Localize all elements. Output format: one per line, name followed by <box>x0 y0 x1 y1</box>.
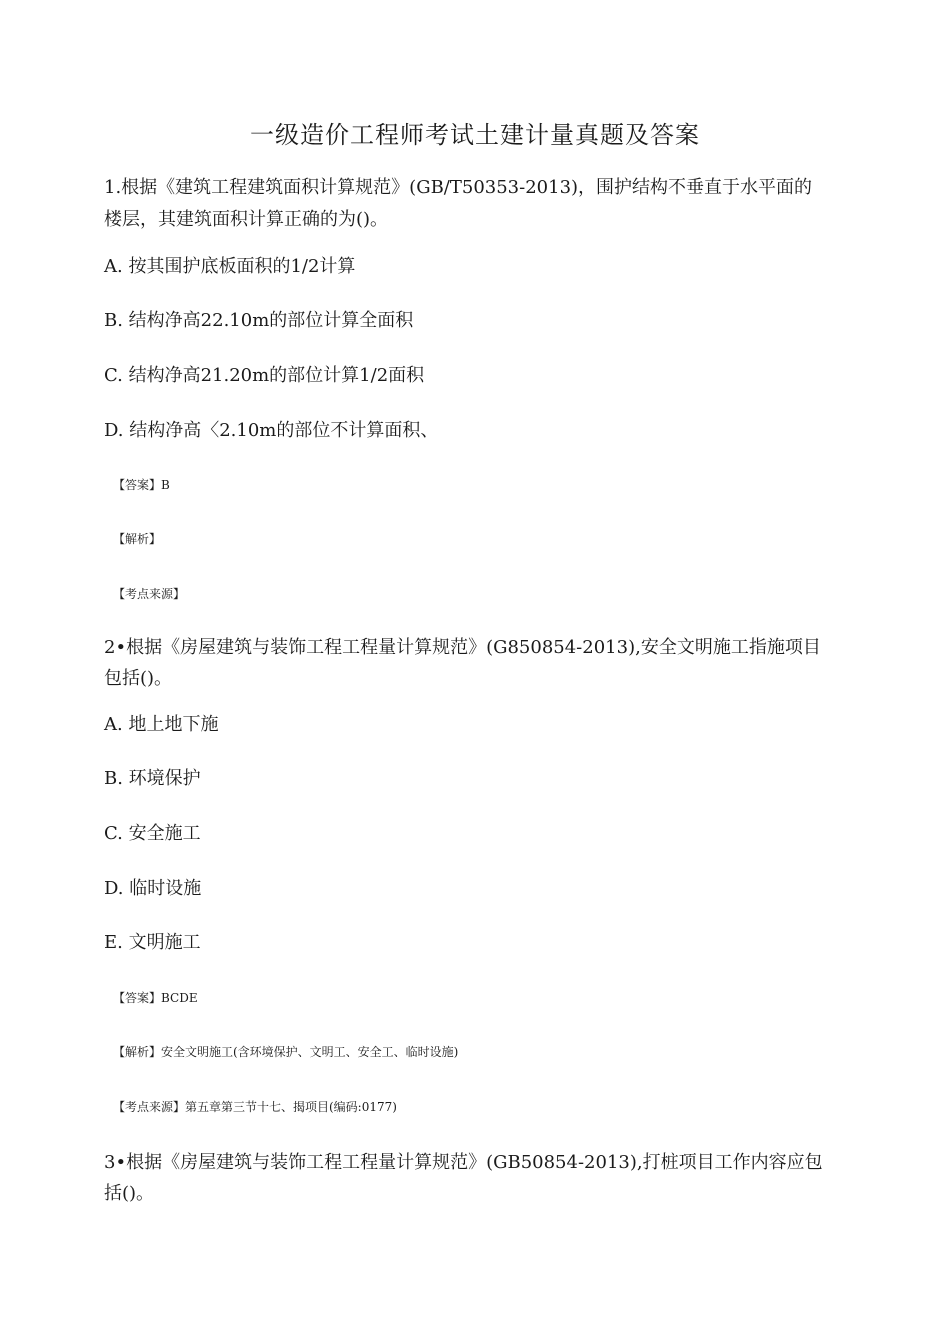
q1-stem-line1: 1.根据《建筑工程建筑面积计算规范》(GB/T50353-2013)，围护结构不垂直于水平面的 <box>104 177 813 198</box>
q1-source: 【考点来源】 <box>113 587 186 601</box>
q1-analysis: 【解析】 <box>113 532 162 546</box>
q2-option-b: B. 环境保护 <box>104 768 201 789</box>
q3-stem-line1: 3•根据《房屋建筑与装饰工程工程量计算规范》(GB50854-2013),打桩项目工作内容应包 <box>104 1152 823 1173</box>
q2-answer: 【答案】BCDE <box>113 991 198 1005</box>
q2-option-c: C. 安全施工 <box>104 823 201 844</box>
q1-option-d: D. 结构净高〈2.10m的部位不计算面积、 <box>104 420 439 441</box>
q1-option-a: A. 按其围护底板面积的1/2计算 <box>104 256 356 277</box>
q2-source: 【考点来源】第五章第三节十七、揭项目(编码:0177) <box>113 1100 397 1114</box>
q2-stem-line1: 2•根据《房屋建筑与装饰工程工程量计算规范》(G850854-2013),安全文明施工指施项目 <box>104 637 821 658</box>
q2-stem-line2: 包括()。 <box>104 668 173 689</box>
q2-option-e: E. 文明施工 <box>104 932 201 953</box>
page-title: 一级造价工程师考试土建计量真题及答案 <box>250 121 700 149</box>
q1-option-c: C. 结构净高21.20m的部位计算1/2面积 <box>104 365 425 386</box>
q1-answer: 【答案】B <box>113 478 170 492</box>
q1-option-b: B. 结构净高22.10m的部位计算全面积 <box>104 310 414 331</box>
q1-stem-line2: 楼层，其建筑面积计算正确的为()。 <box>104 209 389 230</box>
q2-option-d: D. 临时设施 <box>104 878 202 899</box>
q2-option-a: A. 地上地下施 <box>104 714 219 735</box>
q3-stem-line2: 括()。 <box>104 1183 155 1204</box>
q2-analysis: 【解析】安全文明施工(含环境保护、文明工、安全工、临时设施) <box>113 1045 459 1059</box>
